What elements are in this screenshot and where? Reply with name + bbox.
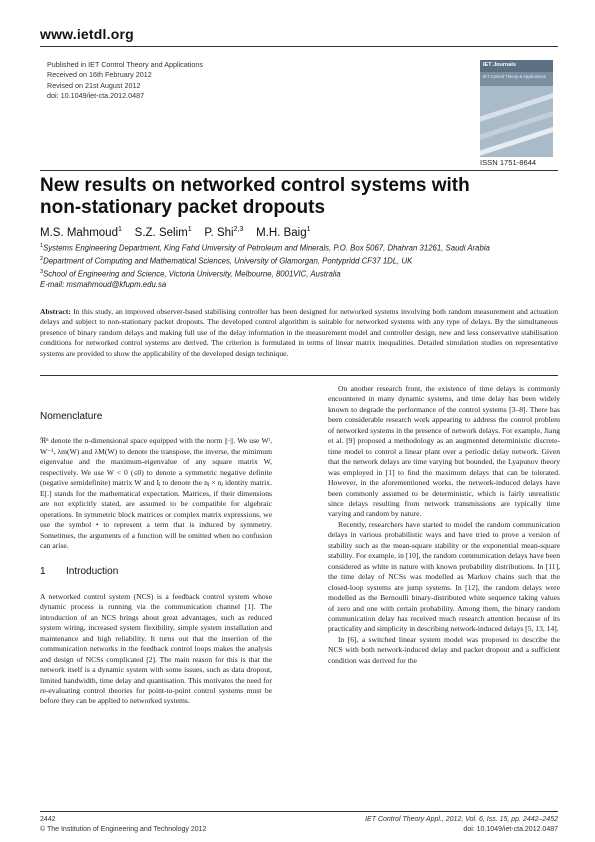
author-list: [40, 226, 311, 239]
paragraph: In [6], a switched linear system model was proposed to describe the NCS with both network-induced delay and packet dropout and a sufficient condition was derived for the: [328, 634, 560, 665]
affiliation-item: [40, 254, 560, 267]
affiliation-text: Department of Computing and Mathematical Sciences, University of Glamorgan, Pontypridd CF37 1DL, UK: [43, 256, 413, 266]
footer-left: [40, 815, 206, 835]
abstract: [40, 307, 558, 359]
author-affil-mark: 1: [187, 226, 192, 233]
publication-info: [47, 60, 203, 102]
author-name: M.H. Baig: [256, 226, 307, 239]
journal-cover-image: [480, 60, 553, 157]
published-line: Published in IET Control Theory and Applications: [47, 60, 203, 69]
left-column: [40, 384, 272, 707]
section-number: 1: [40, 566, 46, 578]
author-name: S.Z. Selim: [134, 226, 188, 239]
revised-line: Revised on 21st August 2012: [47, 80, 141, 90]
title-line-1: New results on networked control systems with: [40, 175, 470, 196]
page-number: 2442: [40, 816, 56, 823]
abstract-text: In this study, an improved observer-based stabilising controller has been designed for networked systems involving both random measurement and actuation delays and subject to non-stationary packet dropouts. The developed control algorithm is suitable for networked systems with any type of delays. By the simultaneous presence of binary random delays and making full use of the delay information in the measurement model and controller design, new and less conservative stabilisation conditions for networked control systems are derived. The criterion is formulated in terms of linear matrix inequalities. Detailed simulation studies on representative systems are provided to show the applicability of the developed design technique.: [40, 307, 558, 358]
affiliation-item: [40, 241, 560, 254]
nomenclature-heading: Nomenclature: [40, 411, 103, 422]
site-url[interactable]: www.ietdl.org: [40, 26, 134, 42]
introduction-text: A networked control system (NCS) is a feedback control system whose dynamic process is running via the communication channel [1]. The introduction of an NCS brings about great advantages, such as reduced system wiring, increased system flexibility, simple system installation and maintenance and high reliability. It turns out that the insertion of the communication networks in the feedback control loops makes the analysis and design of NCSs complicated [2]. The main reason for this is that the network itself is a dynamic system with some issues, such as data dropout, limited bandwidth, time delay and quantisation. This motivates the need for re-evaluating control theories for point-to-point control systems must be before they can be applied to networked systems.: [40, 591, 272, 706]
introduction-heading: [40, 567, 272, 577]
section-title: Introduction: [66, 566, 119, 578]
affiliation-text: School of Engineering and Science, Victoria University, Melbourne, 8001VIC, Australia: [43, 269, 341, 279]
affiliation-item: [40, 267, 560, 280]
footer-rule: [40, 811, 558, 812]
author-affil-mark: 2,3: [233, 226, 244, 233]
right-column: [328, 384, 560, 666]
footer-doi[interactable]: doi: 10.1049/iet-cta.2012.0487: [463, 826, 558, 833]
affil-mark: 1: [40, 243, 44, 249]
cover-logo: IET Journals: [483, 62, 517, 68]
affiliation-text: Systems Engineering Department, King Fahd University of Petroleum and Minerals, P.O. Box 5067, Dhahran 31261, Saudi Arabia: [43, 243, 490, 253]
contact-email[interactable]: E-mail: msmahmoud@kfupm.edu.sa: [40, 280, 167, 289]
paragraph: Recently, researchers have started to model the random communication delays in various probabilistic ways and have tried to prove a version of stability such as the mean-square stability or the exponential mean-square stability. For example, in [10], the random communication delays have been considered as white in nature with known probability distributions. In [11], the time delay of NCSs was modelled as Markov chains such that the closed-loop systems are jump systems. In [12], the random delays were modelled as the Bernoulli binary-distributed white sequence taking values of zero and one with certain probability. Among them, the binary random communication delay has received much research attention because of its practicality and simplicity in describing network-induced delays [5, 13, 14].: [328, 519, 560, 634]
cover-journal-title: IET Control Theory & Applications: [483, 74, 546, 79]
author-affil-mark: 1: [306, 226, 311, 233]
header-rule: [40, 46, 558, 47]
affil-mark: 2: [40, 256, 44, 262]
footer-right: [365, 815, 558, 835]
journal-citation: IET Control Theory Appl., 2012, Vol. 6, Iss. 15, pp. 2442–2452: [365, 816, 558, 823]
affil-mark: 3: [40, 269, 44, 275]
title-line-2: non-stationary packet dropouts: [40, 196, 326, 218]
doi-line: doi: 10.1049/iet-cta.2012.0487: [47, 91, 145, 101]
nomenclature-text: ℜⁿ denote the n-dimensional space equipped with the norm ||·||. We use Wᵗ, W⁻¹, λm(W) and λM(W) to denote the transpose, the inverse, the minimum eigenvalue and the maximum-eigenvalue of any square matrix W, respectively. We use W < 0 (≤0) to denote a symmetric negative definite (negative semidefinite) matrix W and Iⱼ to denote the nⱼ × nⱼ identity matrix. E[.] stands for the mathematical expectation. Matrices, if their dimensions are not explicitly stated, are assumed to be compatible for algebraic operations. In symmetric block matrices or complex matrix expressions, we use the symbol • to represent a term that is induced by symmetry. Sometimes, the arguments of a function will be omitted when no confusion can arise.: [40, 436, 272, 550]
abstract-rule: [40, 375, 558, 376]
paper-title: [40, 175, 560, 218]
paragraph: On another research front, the existence of time delays is commonly encountered in many dynamic systems, and time delay has been widely known to degrade the performance of the control systems [3–8]. There has been considerable research work appearing to address the control problem of networked systems in the presence of network delays. For example, Jiang et al. [9] proposed a methodology as an augmented deterministic discrete-time model to control a linear plant over a periodic delay network. Given that the network delays are time varying but bounded, the Lyapunov theory was employed in [1] to find the maximum delays that can be tolerated. However, in the aforementioned works, the network-induced delays have been commonly assumed to be deterministic, which is fairly unrealistic since delays resulting from network transmissions are typically time varying and random by nature.: [328, 384, 560, 519]
copyright: © The Institution of Engineering and Technology 2012: [40, 826, 207, 833]
author-name: P. Shi: [204, 226, 234, 239]
issn: ISSN 1751-8644: [480, 158, 537, 167]
abstract-label: Abstract:: [40, 307, 71, 316]
affiliations: [40, 241, 560, 290]
cover-artwork: [480, 86, 553, 157]
title-rule: [40, 170, 558, 171]
cover-stripe: [480, 124, 553, 157]
received-line: Received on 16th February 2012: [47, 70, 152, 80]
author-affil-mark: 1: [117, 226, 122, 233]
author-name: M.S. Mahmoud: [40, 226, 118, 239]
